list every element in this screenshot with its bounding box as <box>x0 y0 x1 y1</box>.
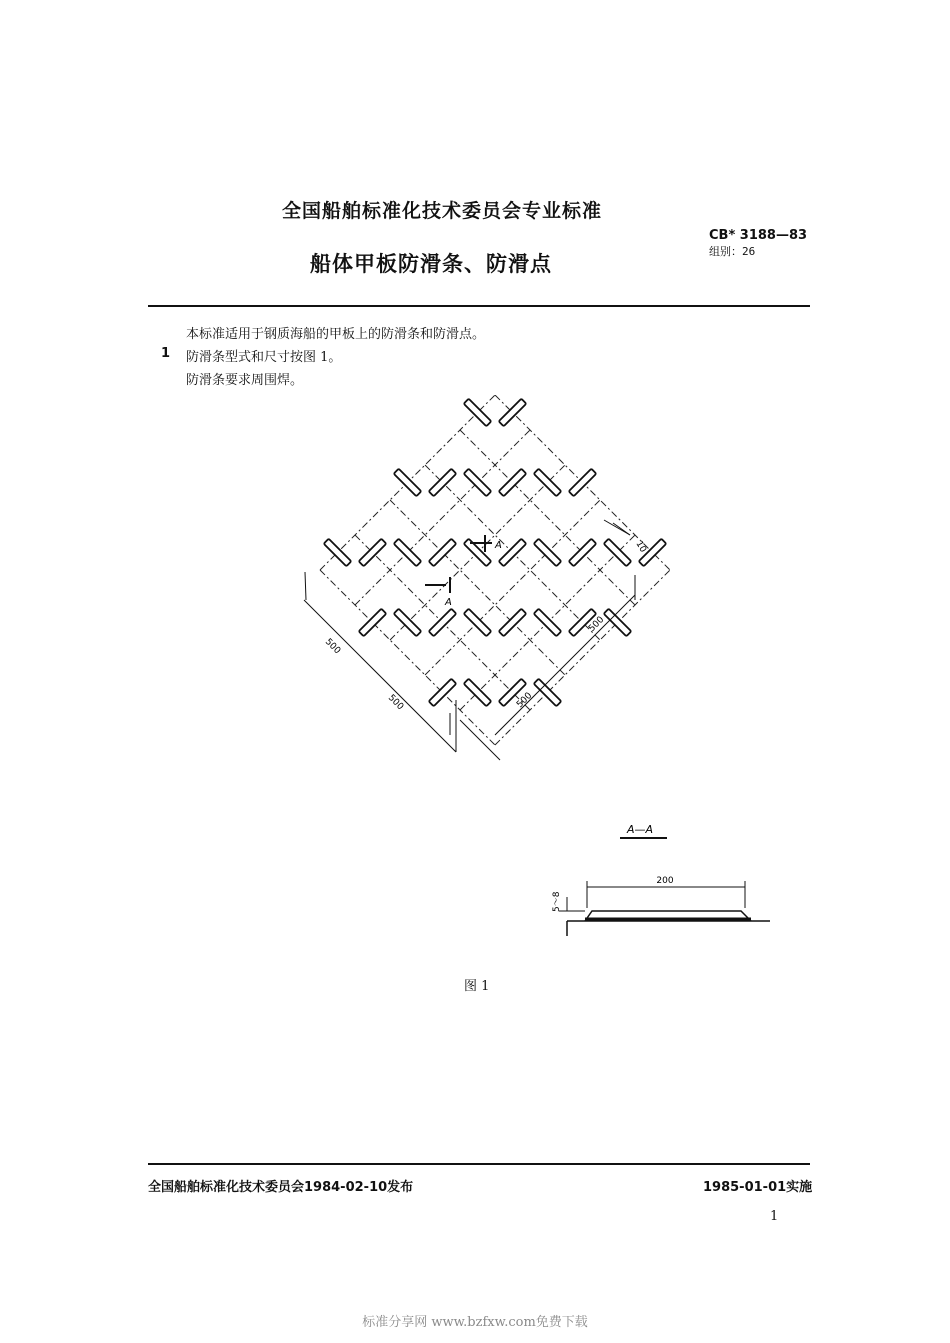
dim-height: 5～8 <box>552 891 562 912</box>
section-number: 1 <box>161 346 171 361</box>
header-divider <box>148 305 810 307</box>
dim-500-left-upper: 500 <box>322 637 343 657</box>
strip-group <box>324 399 667 707</box>
dimension-lines <box>304 520 635 760</box>
grid-centerlines <box>320 395 670 745</box>
footer-divider <box>148 1163 810 1165</box>
issuing-committee-title: 全国船舶标准化技术委员会专业标准 <box>282 200 603 222</box>
dim-200: 200 <box>656 876 674 886</box>
section-label-upper: A <box>495 540 502 551</box>
issue-date: 全国船舶标准化技术委员会1984-02-10发布 <box>148 1180 414 1195</box>
dim-500-left-lower: 500 <box>385 693 406 713</box>
section-dimension-lines <box>559 881 745 911</box>
weld-note: 防滑条要求周围焊。 <box>186 373 304 388</box>
anti-slip-strip-layout-drawing <box>270 395 670 765</box>
dim-500-right-lower: 500 <box>515 690 535 711</box>
watermark: 标准分享网 www.bzfxw.com免费下载 <box>362 1315 588 1330</box>
effective-date: 1985-01-01实施 <box>703 1180 813 1195</box>
grid-centerline <box>390 500 565 675</box>
figure-caption: 图 1 <box>464 979 490 994</box>
dim-500-right-upper: 500 <box>587 614 607 635</box>
section-label-lower: A <box>445 597 452 608</box>
grid-centerline <box>460 430 635 605</box>
standard-code: CB* 3188—83 <box>709 228 808 243</box>
section-text: 防滑条型式和尺寸按图 1。 <box>186 350 342 365</box>
section-title: A—A <box>626 823 654 836</box>
grid-centerline <box>495 570 670 745</box>
page-number: 1 <box>770 1209 779 1224</box>
standard-title: 船体甲板防滑条、防滑点 <box>310 252 552 276</box>
section-a-a-drawing <box>545 815 775 945</box>
section-marker-lower <box>425 577 450 593</box>
dim-10: 10 <box>633 539 648 555</box>
grid-centerline <box>355 430 530 605</box>
scope-paragraph: 本标准适用于钢质海船的甲板上的防滑条和防滑点。 <box>186 327 486 342</box>
grid-centerline <box>320 570 495 745</box>
section-profile <box>567 911 770 936</box>
standard-group: 组别：26 <box>709 245 756 258</box>
grid-centerline <box>425 500 600 675</box>
